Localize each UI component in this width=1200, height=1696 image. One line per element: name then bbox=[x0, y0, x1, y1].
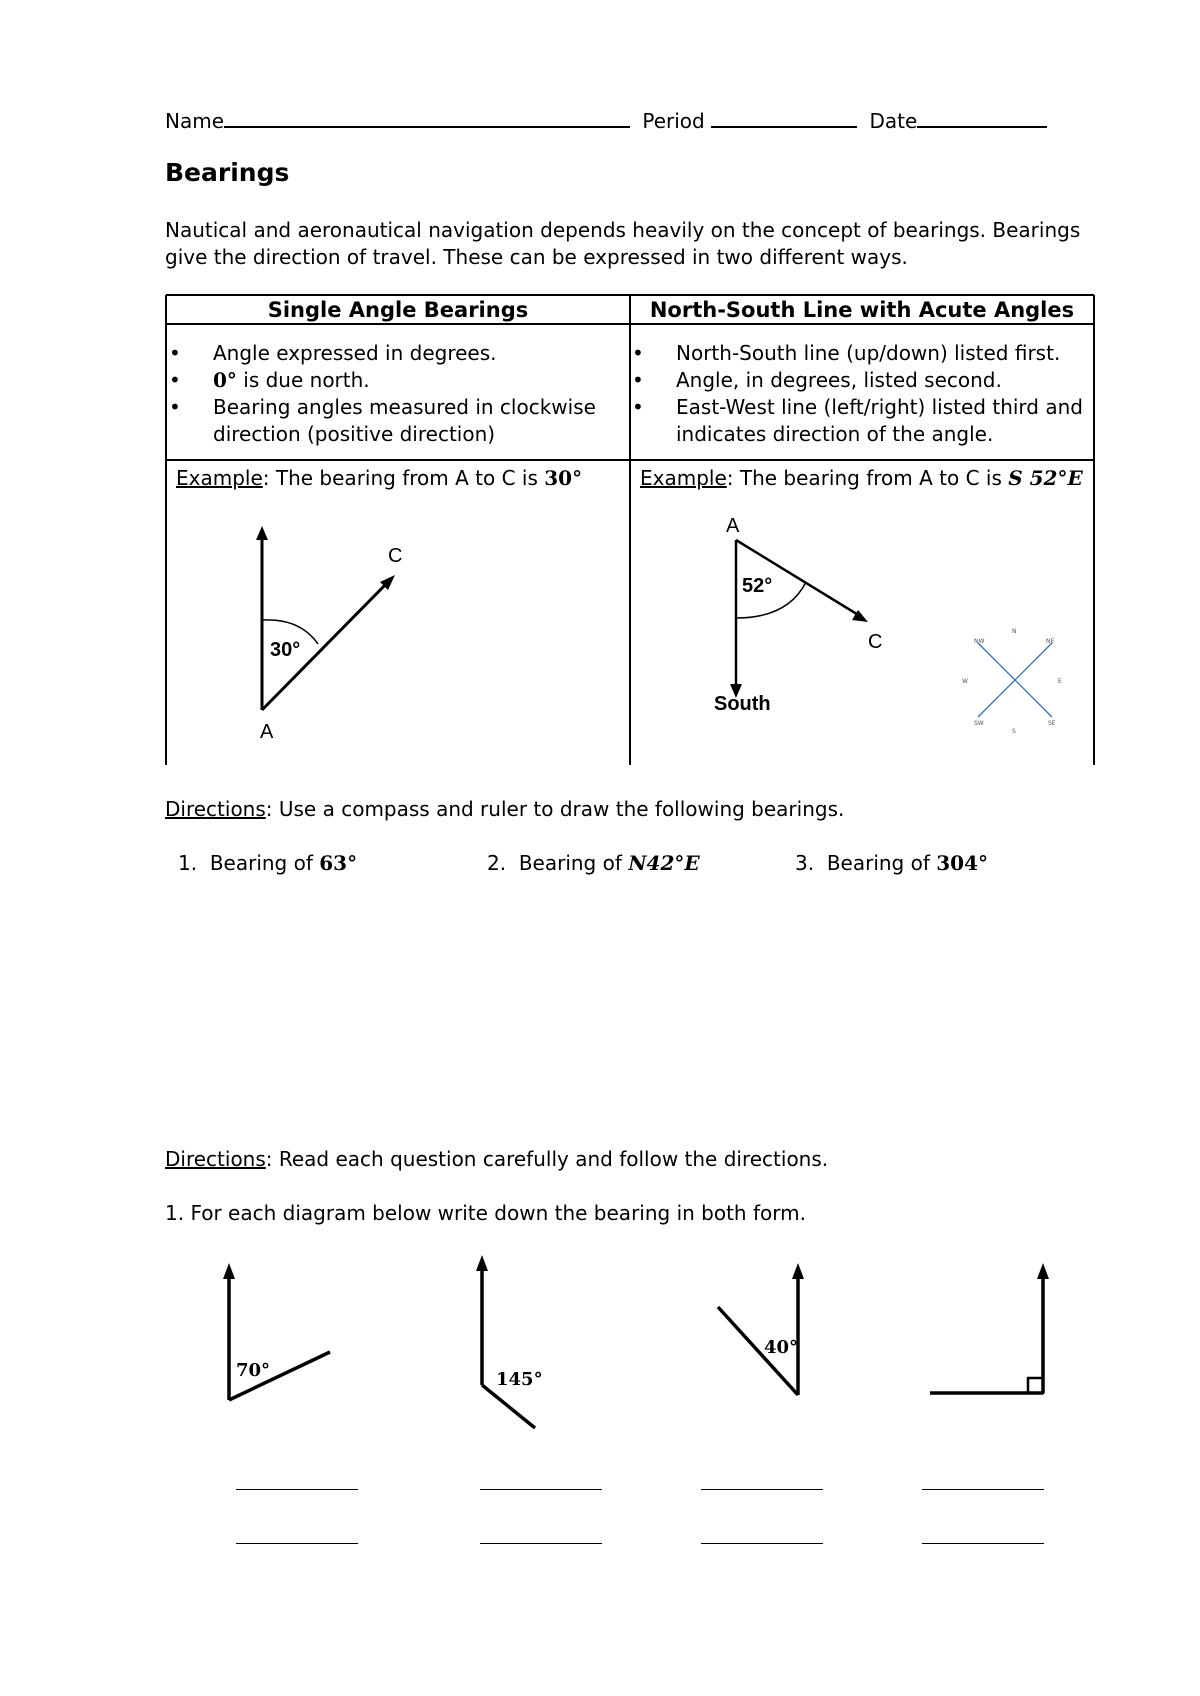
task-item-1: 1. Bearing of 63° bbox=[178, 851, 358, 875]
svg-text:S: S bbox=[1012, 728, 1016, 735]
right-example: Example: The bearing from A to C is S 52°E bbox=[640, 466, 1083, 490]
list-item: • Angle expressed in degrees. bbox=[166, 340, 626, 367]
svg-text:N: N bbox=[1012, 628, 1017, 635]
svg-text:SE: SE bbox=[1048, 720, 1056, 727]
left-example: Example: The bearing from A to C is 30° bbox=[176, 466, 583, 490]
svg-text:NE: NE bbox=[1046, 638, 1055, 645]
list-item: • North-South line (up/down) listed first. bbox=[629, 340, 1089, 367]
left-bullet-list bbox=[166, 340, 626, 448]
svg-text:W: W bbox=[962, 678, 968, 685]
diagram-3-angle: 40° bbox=[764, 1337, 799, 1358]
point-a-label: A bbox=[260, 721, 274, 743]
bearing-diagram-s52e bbox=[700, 515, 900, 720]
right-column-heading: North-South Line with Acute Angles bbox=[649, 298, 1075, 322]
angle-label: 30° bbox=[270, 639, 301, 661]
intro-line-1: Nautical and aeronautical navigation depends heavily on the concept of bearings. Bearings bbox=[165, 218, 1081, 242]
answer-line-3a[interactable] bbox=[701, 1489, 823, 1490]
task-item-3: 3. Bearing of 304° bbox=[795, 851, 988, 875]
example-value: S 52°E bbox=[1008, 466, 1083, 490]
answer-line-1a[interactable] bbox=[236, 1489, 358, 1490]
answer-line-2b[interactable] bbox=[480, 1543, 602, 1544]
intro-line-2: give the direction of travel. These can be expressed in two different ways. bbox=[165, 245, 908, 269]
answer-line-1b[interactable] bbox=[236, 1543, 358, 1544]
south-label: South bbox=[714, 693, 771, 715]
example-label: Example bbox=[176, 466, 263, 490]
answer-line-3b[interactable] bbox=[701, 1543, 823, 1544]
bearing-diagram-30 bbox=[240, 520, 440, 750]
list-item: • Angle, in degrees, listed second. bbox=[629, 367, 1089, 394]
svg-text:NW: NW bbox=[974, 638, 985, 645]
task-item-2: 2. Bearing of N42°E bbox=[487, 851, 700, 875]
compass-rose-icon bbox=[960, 625, 1070, 735]
point-c-label: C bbox=[868, 631, 883, 653]
example-value: 30° bbox=[544, 466, 583, 490]
date-label: Date bbox=[869, 109, 918, 133]
question-1: 1. For each diagram below write down the bearing in both form. bbox=[165, 1201, 806, 1225]
point-a-label: A bbox=[726, 515, 740, 537]
question-diagrams bbox=[0, 1255, 1200, 1455]
svg-text:SW: SW bbox=[974, 720, 984, 727]
svg-text:E: E bbox=[1058, 678, 1062, 685]
name-label: Name bbox=[165, 109, 225, 133]
list-item: • Bearing angles measured in clockwise direction (positive direction) bbox=[166, 394, 626, 448]
period-label: Period bbox=[642, 109, 705, 133]
directions-2: Directions: Read each question carefully and follow the directions. bbox=[165, 1147, 829, 1171]
point-c-label: C bbox=[388, 545, 403, 567]
answer-line-2a[interactable] bbox=[480, 1489, 602, 1490]
list-item: • 0° is due north. bbox=[166, 367, 626, 394]
example-label: Example bbox=[640, 466, 727, 490]
directions-1: Directions: Use a compass and ruler to draw the following bearings. bbox=[165, 797, 845, 821]
answer-line-4a[interactable] bbox=[922, 1489, 1044, 1490]
right-bullet-list bbox=[629, 340, 1089, 448]
diagram-1-angle: 70° bbox=[236, 1360, 271, 1381]
page-title: Bearings bbox=[165, 158, 290, 187]
angle-label: 52° bbox=[742, 575, 773, 597]
answer-line-4b[interactable] bbox=[922, 1543, 1044, 1544]
diagram-2-angle: 145° bbox=[496, 1369, 543, 1390]
left-column-heading: Single Angle Bearings bbox=[267, 298, 529, 322]
list-item: • East-West line (left/right) listed third and indicates direction of the angle. bbox=[629, 394, 1089, 448]
